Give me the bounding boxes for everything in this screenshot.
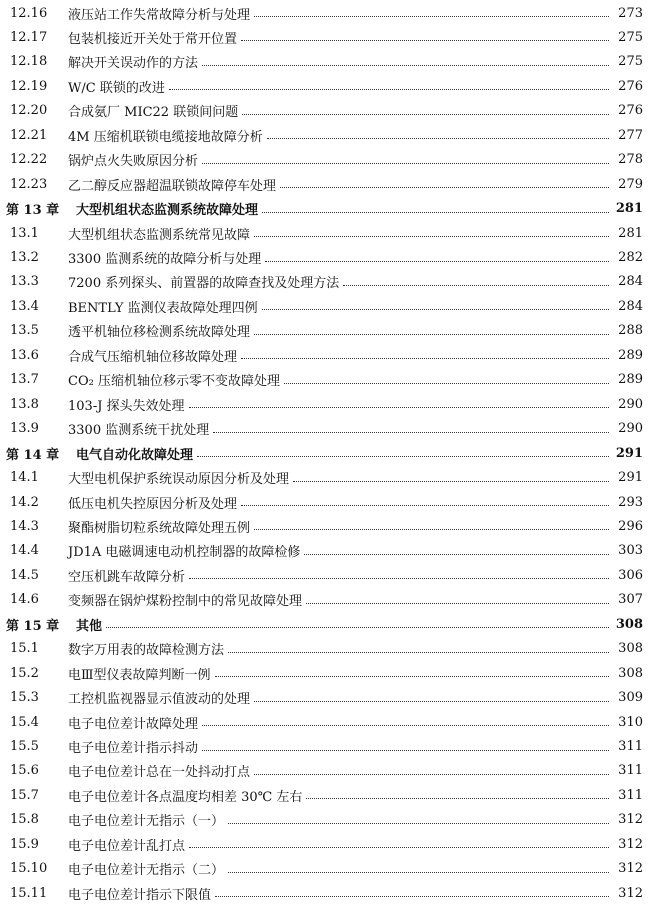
- entry-number: 13.1: [10, 225, 39, 241]
- toc-chapter-entry: [0, 441, 657, 465]
- entry-page-number: 276: [618, 103, 643, 119]
- entry-title: CO₂ 压缩机轴位移示零不变故障处理: [68, 374, 280, 390]
- dot-leader: [267, 137, 609, 139]
- entry-page-number: 307: [618, 592, 643, 608]
- toc-section-entry: [0, 392, 657, 416]
- entry-title: 电子电位差计指示下限值: [68, 887, 212, 903]
- entry-number: 15.5: [10, 739, 39, 754]
- entry-page-number: 290: [618, 421, 643, 437]
- toc-section-entry: [0, 735, 657, 759]
- entry-number: 15.10: [10, 861, 48, 877]
- dot-leader: [202, 64, 609, 66]
- entry-title: 电子电位差计乱打点: [68, 838, 186, 854]
- dot-leader: [228, 651, 609, 653]
- entry-page-number: 277: [618, 127, 643, 143]
- entry-title: 空压机跳车故障分析: [68, 569, 186, 585]
- entry-title: 液压站工作失常故障分析与处理: [68, 7, 251, 23]
- entry-title: 3300 监测系统的故障分析与处理: [68, 252, 262, 267]
- entry-number: 14.4: [10, 543, 39, 559]
- toc-section-entry: [0, 294, 657, 318]
- entry-title: W/C 联锁的改进: [68, 80, 165, 96]
- dot-leader: [343, 284, 609, 286]
- entry-number: 15.11: [10, 885, 48, 901]
- entry-title: 3300 监测系统干扰处理: [68, 423, 210, 439]
- entry-page-number: 306: [618, 567, 643, 583]
- entry-title: 电子电位差计各点温度均相差 30℃ 左右: [68, 789, 303, 805]
- toc-section-entry: [0, 808, 657, 832]
- entry-number: 13.5: [10, 323, 39, 339]
- entry-title: 透平机轴位移检测系统故障处理: [68, 325, 251, 341]
- entry-page-number: 311: [618, 787, 643, 803]
- dot-leader: [169, 88, 609, 90]
- toc-section-entry: [0, 832, 657, 856]
- toc-section-entry: [0, 661, 657, 685]
- entry-number: 15.8: [10, 812, 39, 828]
- entry-title: JD1A 电磁调速电动机控制器的故障检修: [68, 545, 301, 561]
- entry-number: 14.1: [10, 470, 39, 486]
- toc-section-entry: [0, 588, 657, 612]
- entry-page-number: 308: [618, 641, 643, 657]
- toc-section-entry: [0, 50, 657, 74]
- dot-leader: [106, 626, 609, 628]
- dot-leader: [304, 553, 609, 555]
- entry-page-number: 312: [618, 861, 643, 877]
- entry-number: 12.17: [10, 29, 48, 45]
- entry-title: 数字万用表的故障检测方法: [68, 643, 225, 659]
- entry-page-number: 279: [618, 176, 643, 192]
- toc-section-entry: [0, 466, 657, 490]
- toc-section-entry: [0, 783, 657, 807]
- entry-title: 4M 压缩机联锁电缆接地故障分析: [68, 129, 263, 145]
- entry-page-number: 273: [618, 5, 643, 21]
- entry-page-number: 289: [618, 347, 643, 363]
- entry-number: 第 15 章: [6, 618, 60, 634]
- entry-title: 变频器在锅炉煤粉控制中的常见故障处理: [68, 594, 303, 610]
- toc-section-entry: [0, 368, 657, 392]
- dot-leader: [202, 724, 609, 726]
- entry-page-number: 311: [618, 739, 643, 754]
- dot-leader: [254, 528, 609, 530]
- entry-number: 12.21: [10, 127, 48, 143]
- dot-leader: [189, 577, 609, 579]
- toc-section-entry: [0, 270, 657, 294]
- dot-leader: [254, 700, 609, 702]
- entry-title: 大型机组状态监测系统常见故障: [68, 227, 251, 243]
- entry-number: 14.2: [10, 494, 39, 510]
- entry-number: 13.3: [10, 274, 39, 290]
- toc-section-entry: [0, 514, 657, 538]
- toc-section-entry: [0, 710, 657, 734]
- toc-section-entry: [0, 246, 657, 270]
- entry-number: 15.1: [10, 641, 39, 657]
- dot-leader: [215, 675, 609, 677]
- entry-page-number: 309: [618, 690, 643, 706]
- entry-title: 解决开关误动作的方法: [68, 56, 199, 72]
- dot-leader: [284, 382, 609, 384]
- entry-number: 12.22: [10, 152, 48, 168]
- entry-title: 电子电位差计无指示（一）: [68, 814, 225, 830]
- toc-section-entry: [0, 539, 657, 563]
- entry-page-number: 293: [618, 494, 643, 510]
- dot-leader: [241, 504, 609, 506]
- dot-leader: [280, 186, 609, 188]
- entry-page-number: 308: [615, 616, 643, 632]
- entry-page-number: 311: [618, 763, 643, 779]
- entry-number: 14.3: [10, 518, 39, 534]
- entry-number: 13.2: [10, 250, 39, 265]
- toc-section-entry: [0, 99, 657, 123]
- entry-page-number: 284: [618, 298, 643, 314]
- dot-leader: [189, 406, 609, 408]
- toc-section-entry: [0, 172, 657, 196]
- entry-page-number: 289: [618, 372, 643, 388]
- entry-page-number: 303: [618, 543, 643, 559]
- entry-page-number: 275: [618, 29, 643, 45]
- entry-title: 电Ⅲ型仪表故障判断一例: [68, 667, 211, 683]
- dot-leader: [254, 15, 609, 17]
- toc-section-entry: [0, 25, 657, 49]
- entry-number: 第 14 章: [6, 447, 60, 463]
- dot-leader: [265, 260, 609, 262]
- entry-title: 合成气压缩机轴位移故障处理: [68, 349, 238, 365]
- entry-page-number: 312: [618, 812, 643, 828]
- entry-page-number: 310: [618, 714, 643, 730]
- entry-page-number: 278: [618, 152, 643, 168]
- entry-number: 15.3: [10, 690, 39, 706]
- entry-number: 13.7: [10, 372, 39, 388]
- toc-section-entry: [0, 319, 657, 343]
- entry-page-number: 308: [618, 665, 643, 681]
- toc-section-entry: [0, 417, 657, 441]
- dot-leader: [228, 822, 609, 824]
- entry-page-number: 291: [615, 445, 643, 461]
- dot-leader: [213, 431, 609, 433]
- entry-title: 7200 系列探头、前置器的故障查找及处理方法: [68, 276, 340, 292]
- toc-section-entry: [0, 857, 657, 881]
- entry-title: 大型机组状态监测系统故障处理: [76, 203, 259, 219]
- toc-section-entry: [0, 221, 657, 245]
- entry-page-number: 290: [618, 396, 643, 412]
- toc-section-entry: [0, 637, 657, 661]
- entry-number: 15.9: [10, 836, 39, 852]
- dot-leader: [306, 797, 609, 799]
- entry-number: 14.5: [10, 567, 39, 583]
- entry-number: 12.20: [10, 103, 48, 119]
- entry-page-number: 281: [615, 201, 643, 217]
- toc-section-entry: [0, 148, 657, 172]
- toc-section-entry: [0, 74, 657, 98]
- entry-title: 聚酯树脂切粒系统故障处理五例: [68, 520, 251, 536]
- entry-number: 13.8: [10, 396, 39, 412]
- entry-title: 电子电位差计总在一处抖动打点: [68, 765, 251, 781]
- entry-title: 大型电机保护系统误动原因分析及处理: [68, 472, 290, 488]
- entry-number: 第 13 章: [6, 203, 60, 219]
- entry-page-number: 284: [618, 274, 643, 290]
- toc-section-entry: [0, 490, 657, 514]
- entry-title: 低压电机失控原因分析及处理: [68, 496, 238, 512]
- dot-leader: [242, 113, 609, 115]
- entry-number: 14.6: [10, 592, 39, 608]
- toc-chapter-entry: [0, 612, 657, 636]
- toc-section-entry: [0, 1, 657, 25]
- entry-page-number: 276: [618, 78, 643, 94]
- dot-leader: [293, 480, 609, 482]
- dot-leader: [228, 871, 609, 873]
- entry-title: 电气自动化故障处理: [76, 447, 194, 463]
- entry-page-number: 281: [618, 225, 643, 241]
- entry-title: 电子电位差计无指示（二）: [68, 863, 225, 879]
- entry-page-number: 296: [618, 518, 643, 534]
- toc-section-entry: [0, 686, 657, 710]
- toc-chapter-entry: [0, 197, 657, 221]
- entry-page-number: 312: [618, 885, 643, 901]
- entry-number: 15.2: [10, 665, 39, 681]
- entry-title: 锅炉点火失败原因分析: [68, 154, 199, 170]
- dot-leader: [262, 211, 609, 213]
- entry-title: 包装机接近开关处于常开位置: [68, 31, 238, 47]
- entry-number: 15.7: [10, 787, 39, 803]
- dot-leader: [254, 235, 609, 237]
- entry-page-number: 275: [618, 54, 643, 70]
- entry-number: 15.4: [10, 714, 39, 730]
- entry-title: 工控机监视器显示值波动的处理: [68, 692, 251, 708]
- entry-number: 12.16: [10, 5, 48, 21]
- dot-leader: [306, 602, 609, 604]
- dot-leader: [202, 162, 609, 164]
- dot-leader: [202, 749, 609, 751]
- entry-page-number: 291: [618, 470, 643, 486]
- entry-number: 13.6: [10, 347, 39, 363]
- dot-leader: [189, 846, 609, 848]
- entry-title: 乙二醇反应器超温联锁故障停车处理: [68, 178, 277, 194]
- entry-title: 其他: [76, 618, 103, 634]
- dot-leader: [254, 333, 609, 335]
- entry-title: 合成氨厂 MIC22 联锁间问题: [68, 105, 239, 121]
- dot-leader: [241, 357, 609, 359]
- entry-number: 12.23: [10, 176, 48, 192]
- entry-number: 12.18: [10, 54, 48, 70]
- entry-number: 13.4: [10, 298, 39, 314]
- toc-section-entry: [0, 563, 657, 587]
- toc-section-entry: [0, 343, 657, 367]
- entry-number: 13.9: [10, 421, 39, 437]
- dot-leader: [254, 773, 609, 775]
- entry-title: 103-J 探头失效处理: [68, 398, 185, 414]
- entry-page-number: 312: [618, 836, 643, 852]
- entry-number: 15.6: [10, 763, 39, 779]
- entry-title: 电子电位差计故障处理: [68, 716, 199, 732]
- dot-leader: [215, 895, 609, 897]
- entry-page-number: 288: [618, 323, 643, 339]
- entry-title: 电子电位差计指示抖动: [68, 741, 199, 756]
- toc-section-entry: [0, 759, 657, 783]
- dot-leader: [197, 455, 609, 457]
- entry-page-number: 282: [618, 250, 643, 265]
- toc-section-entry: [0, 881, 657, 905]
- entry-number: 12.19: [10, 78, 48, 94]
- dot-leader: [262, 308, 609, 310]
- entry-title: BENTLY 监测仪表故障处理四例: [68, 300, 258, 316]
- dot-leader: [241, 39, 609, 41]
- toc-section-entry: [0, 123, 657, 147]
